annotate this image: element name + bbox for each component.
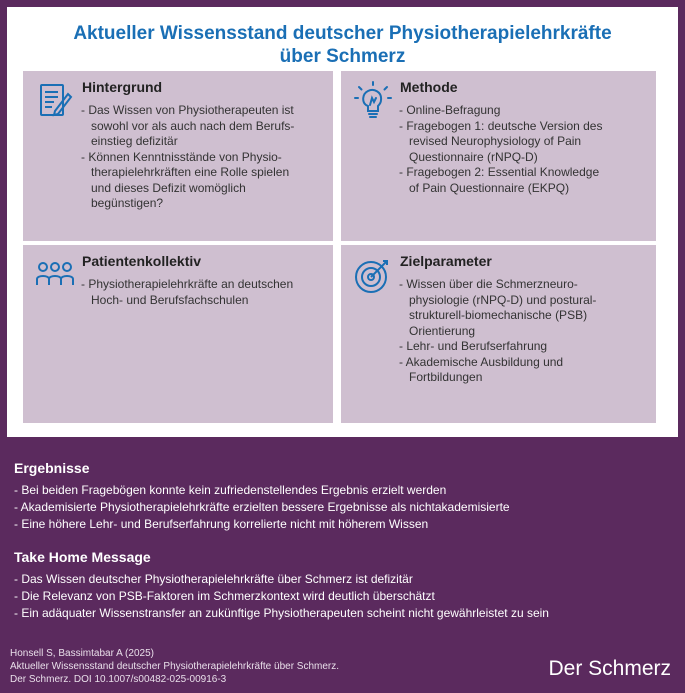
box-list <box>399 277 644 386</box>
box-heading: Methode <box>400 79 458 95</box>
list-item: - Ein adäquater Wissenstransfer an zukünftige Physiotherapeuten scheint nicht gewährleistet zu sein <box>14 606 549 620</box>
takehome-list <box>14 571 674 622</box>
list-item: - Das Wissen von Physiotherapeuten ist sowohl vor als auch nach dem Berufs- einstieg defizitär <box>81 103 295 148</box>
box-patientenkollektiv <box>23 245 333 423</box>
list-item: - Wissen über die Schmerzneuro- physiologie (rNPQ-D) und postural- strukturell-biomechanische (PSB) Orientierung <box>399 277 597 338</box>
results-section <box>14 460 674 533</box>
document-pen-icon <box>35 81 75 121</box>
list-item: - Online-Befragung <box>399 103 501 117</box>
list-item: - Die Relevanz von PSB-Faktoren im Schmerzkontext wird deutlich überschätzt <box>14 589 435 603</box>
box-list <box>81 277 326 308</box>
list-item: - Das Wissen deutscher Physiotherapielehrkräfte über Schmerz ist defizitär <box>14 572 413 586</box>
title-line-2: über Schmerz <box>279 46 406 67</box>
citation-line: Aktueller Wissensstand deutscher Physiotherapielehrkräfte über Schmerz. <box>10 661 340 672</box>
list-item: - Lehr- und Berufserfahrung <box>399 339 548 353</box>
box-methode <box>341 71 656 241</box>
results-heading: Ergebnisse <box>14 460 90 476</box>
list-item: - Akademisierte Physiotherapielehrkräfte erzielten bessere Ergebnisse als nichtakademisierte <box>14 500 510 514</box>
list-item: - Eine höhere Lehr- und Berufserfahrung korrelierte nicht mit höherem Wissen <box>14 517 429 531</box>
box-hintergrund <box>23 71 333 241</box>
list-item: - Können Kenntnisstände von Physio- therapielehrkräften eine Rolle spielen und dieses Defizit womöglich begünstigen? <box>81 149 290 210</box>
group-people-icon <box>35 255 75 295</box>
box-heading: Zielparameter <box>400 253 492 269</box>
results-list <box>14 482 674 533</box>
takehome-section <box>14 549 674 622</box>
box-list <box>81 103 326 212</box>
journal-brand: Der Schmerz <box>548 657 671 680</box>
title-line-1: Aktueller Wissensstand deutscher Physiotherapielehrkräfte <box>73 23 612 44</box>
box-heading: Patientenkollektiv <box>82 253 202 269</box>
citation-line: Honsell S, Bassimtabar A (2025) <box>10 648 154 659</box>
target-icon <box>353 255 393 295</box>
list-item: - Physiotherapielehrkräfte an deutschen Hoch- und Berufsfachschulen <box>81 277 294 307</box>
box-list <box>399 103 644 196</box>
citation <box>10 647 339 686</box>
citation-line: Der Schmerz. DOI 10.1007/s00482-025-00916-3 <box>10 674 227 685</box>
list-item: - Fragebogen 1: deutsche Version des revised Neurophysiology of Pain Questionnaire (rNPQ-D) <box>399 118 603 164</box>
lightbulb-icon <box>353 81 393 121</box>
page-title <box>7 22 678 68</box>
list-item: - Fragebogen 2: Essential Knowledge of Pain Questionnaire (EKPQ) <box>399 165 600 195</box>
box-heading: Hintergrund <box>82 79 163 95</box>
takehome-heading: Take Home Message <box>14 549 151 565</box>
list-item: - Bei beiden Fragebögen konnte kein zufriedenstellendes Ergebnis erzielt werden <box>14 483 447 497</box>
box-zielparameter <box>341 245 656 423</box>
list-item: - Akademische Ausbildung und Fortbildungen <box>399 354 564 384</box>
